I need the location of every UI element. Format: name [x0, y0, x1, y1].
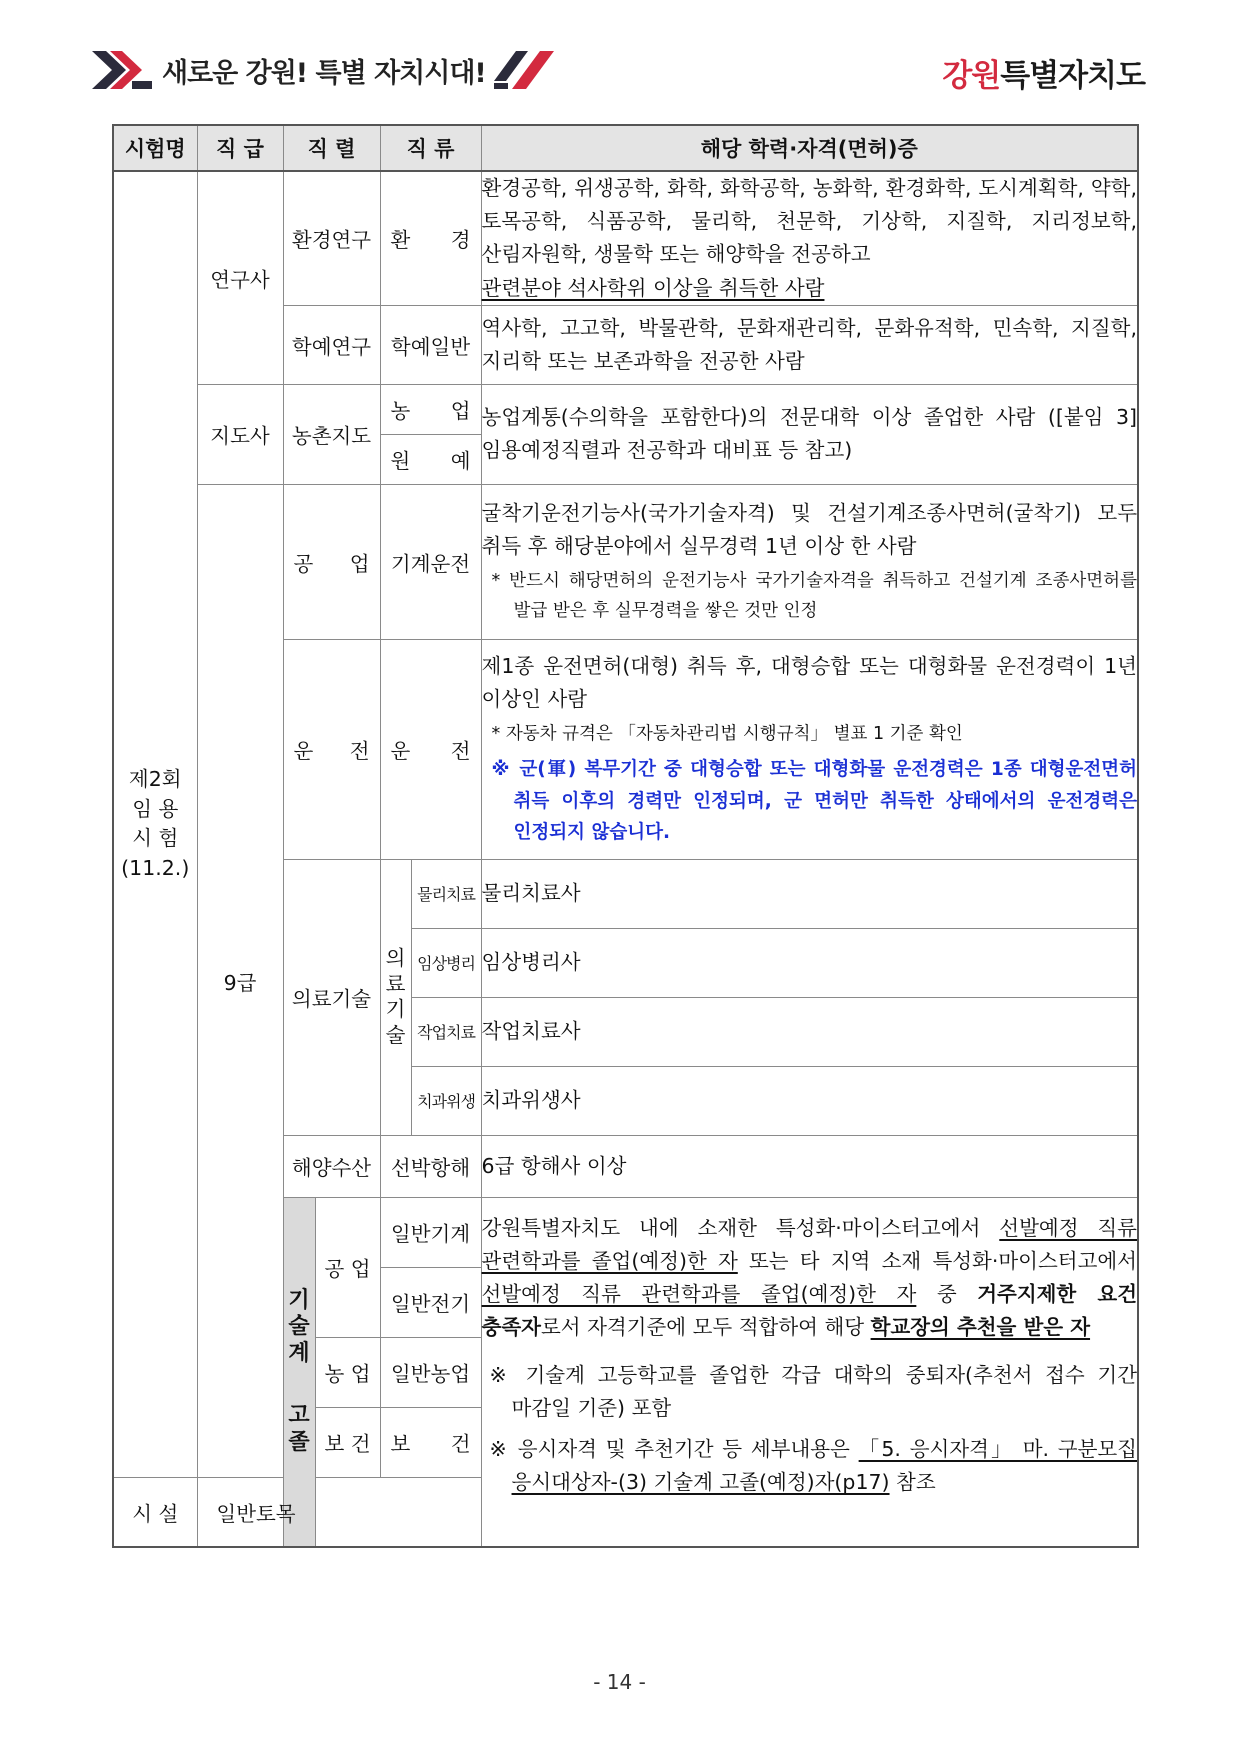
series-rural: 농촌지도	[283, 384, 380, 484]
qualification-marine: 6급 항해사 이상	[481, 1135, 1138, 1197]
header-grade: 직 급	[197, 125, 283, 171]
class-agriculture: 농 업	[380, 384, 481, 434]
table-row	[113, 171, 1138, 305]
series-tech-agriculture: 농 업	[315, 1337, 380, 1407]
class-medical-group: 의 료 기 술	[380, 859, 411, 1135]
series-marine: 해양수산	[283, 1135, 380, 1197]
series-driving: 운 전	[283, 639, 380, 859]
qualification-table	[112, 124, 1139, 1548]
industry-note: * 반드시 해당면허의 운전기능사 국가기술자격을 취득하고 건설기계 조종사면허를 발급 받은 후 실무경력을 쌓은 것만 인정	[491, 571, 1137, 622]
class-general-civil: 일반토목	[197, 1477, 315, 1547]
class-general-electric: 일반전기	[380, 1267, 481, 1337]
class-health: 보 건	[380, 1407, 481, 1477]
table-header-row	[113, 125, 1138, 171]
class-machine-operation: 기계운전	[380, 484, 481, 639]
sub-dental-hygiene: 치과위생	[411, 1066, 481, 1135]
tech-note-reference: ※ 응시자격 및 추천기간 등 세부내용은 「5. 응시자격」 마. 구분모집 응시대상자-(3) 기술계 고졸(예정)자(p17) 참조	[489, 1437, 1137, 1495]
slogan-left-mark-icon	[92, 51, 152, 89]
qualification-env: 환경공학, 위생공학, 화학, 화학공학, 농화학, 환경화학, 도시계획학, 약학, 토목공학, 식품공학, 물리학, 천문학, 기상학, 지질학, 지리정보학, 산림자원학, 생물학 또는 해양학을 전공하고 관련분야 석사학위 이상을 취득한 사람	[481, 171, 1138, 305]
qualification-rural: 농업계통(수의학을 포함한다)의 전문대학 이상 졸업한 사람 ([붙임 3] 임용예정직렬과 전공학과 대비표 등 참고)	[481, 384, 1138, 484]
series-tech-industry: 공 업	[315, 1197, 380, 1337]
driving-note: * 자동차 규격은 「자동차관리법 시행규칙」 별표 1 기준 확인	[491, 724, 963, 745]
class-env: 환 경	[380, 171, 481, 305]
series-tech-health: 보 건	[315, 1407, 380, 1477]
sub-physical-therapy: 물리치료	[411, 859, 481, 928]
qualification-clinical-pathology: 임상병리사	[481, 928, 1138, 997]
series-env: 환경연구	[283, 171, 380, 305]
header-series: 직 렬	[283, 125, 380, 171]
organization-logo: 강원특별자치도	[942, 58, 1145, 94]
series-tech-facility: 시 설	[113, 1477, 197, 1547]
class-arts: 학예일반	[380, 305, 481, 384]
qualification-dental-hygiene: 치과위생사	[481, 1066, 1138, 1135]
sub-occupational-therapy: 작업치료	[411, 997, 481, 1066]
tech-note-dropout: ※ 기술계 고등학교를 졸업한 각급 대학의 중퇴자(추천서 접수 기간 마감일 기준) 포함	[489, 1362, 1137, 1420]
tech-highschool-label: 기 술 계 고 졸	[283, 1197, 315, 1547]
class-general-agriculture: 일반농업	[380, 1337, 481, 1407]
grade-9: 9급	[197, 484, 283, 1477]
header-exam: 시험명	[113, 125, 197, 171]
exam-name-cell: 제2회 임 용 시 험 (11.2.)	[113, 171, 197, 1477]
header-qualification: 해당 학력·자격(면허)증	[481, 125, 1138, 171]
page-number: - 14 -	[593, 1670, 646, 1694]
header-slogan-block	[92, 50, 554, 90]
qualification-tech: 강원특별자치도 내에 소재한 특성화·마이스터고에서 선발예정 직류 관련학과를 졸업(예정)한 자 또는 타 지역 소재 특성화·마이스터고에서 선발예정 직류 관련학과를 졸업(예정)한 자 중 거주지제한 요건 충족자로서 자격기준에 모두 적합하여 해당 학교장의 추천을 받은 자 ※ 기술계 고등학교를 졸업한 각급 대학의 중퇴자(추천서 접수 기간 마감일 기준) 포함 ※ 응시자격 및 추천기간 등 세부내용은 「5. 응시자격」 마. 구분모집 응시대상자-(3) 기술계 고졸(예정)자(p17) 참조	[481, 1197, 1138, 1547]
header-slogan: 새로운 강원! 특별 자치시대!	[162, 57, 486, 89]
series-industry: 공 업	[283, 484, 380, 639]
header-class: 직 류	[380, 125, 481, 171]
class-marine: 선박항해	[380, 1135, 481, 1197]
qualification-arts: 역사학, 고고학, 박물관학, 문화재관리학, 문화유적학, 민속학, 지질학, 지리학 또는 보존과학을 전공한 사람	[481, 305, 1138, 384]
sub-clinical-pathology: 임상병리	[411, 928, 481, 997]
slogan-right-mark-icon	[494, 51, 554, 89]
class-general-machinery: 일반기계	[380, 1197, 481, 1267]
class-driving: 운 전	[380, 639, 481, 859]
driving-warning: ※ 군(軍) 복무기간 중 대형승합 또는 대형화물 운전경력은 1종 대형운전면허 취득 이후의 경력만 인정되며, 군 면허만 취득한 상태에서의 운전경력은 인정되지 않습니다.	[491, 759, 1137, 844]
class-horticulture: 원 예	[380, 434, 481, 484]
table-row	[113, 384, 1138, 434]
grade-instructor: 지도사	[197, 384, 283, 484]
grade-researcher: 연구사	[197, 171, 283, 384]
series-arts: 학예연구	[283, 305, 380, 384]
qualification-physical-therapy: 물리치료사	[481, 859, 1138, 928]
qualification-driving: 제1종 운전면허(대형) 취득 후, 대형승합 또는 대형화물 운전경력이 1년 이상인 사람 * 자동차 규격은 「자동차관리법 시행규칙」 별표 1 기준 확인 ※ 군(軍) 복무기간 중 대형승합 또는 대형화물 운전경력은 1종 대형운전면허 취득 이후의 경력만 인정되며, 군 면허만 취득한 상태에서의 운전경력은 인정되지 않습니다.	[481, 639, 1138, 859]
qualification-industry: 굴착기운전기능사(국가기술자격) 및 건설기계조종사면허(굴착기) 모두 취득 후 해당분야에서 실무경력 1년 이상 한 사람 * 반드시 해당면허의 운전기능사 국가기술자격을 취득하고 건설기계 조종사면허를 발급 받은 후 실무경력을 쌓은 것만 인정	[481, 484, 1138, 639]
qualification-occupational-therapy: 작업치료사	[481, 997, 1138, 1066]
series-medical: 의료기술	[283, 859, 380, 1135]
table-row	[113, 484, 1138, 639]
